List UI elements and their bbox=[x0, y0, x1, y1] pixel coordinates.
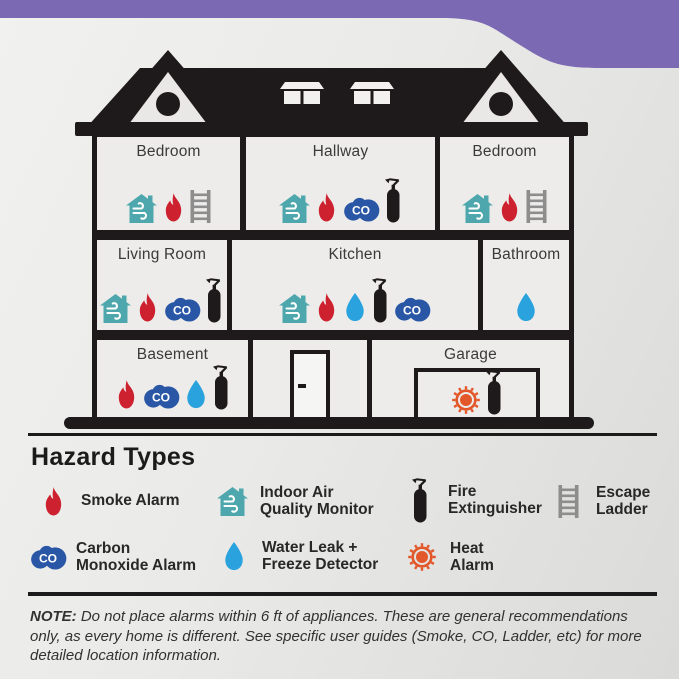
room-bedroom-left bbox=[97, 137, 240, 230]
water-detector-icon bbox=[184, 379, 208, 410]
legend-item-fire-extinguisher bbox=[400, 478, 542, 522]
escape-ladder-icon bbox=[548, 485, 588, 518]
note-prefix: NOTE: bbox=[30, 608, 77, 625]
water-detector-icon bbox=[214, 541, 254, 572]
co-alarm-icon bbox=[164, 296, 201, 323]
note-line-1: Do not place alarms within 6 ft of appliances. These are general recommendations bbox=[80, 608, 628, 625]
note-top-divider bbox=[28, 592, 657, 596]
water-detector-icon bbox=[343, 292, 367, 323]
legend-label-line: Ladder bbox=[596, 501, 648, 518]
svg-text:CO: CO bbox=[351, 203, 370, 218]
legend-top-divider bbox=[28, 433, 657, 436]
room-bedroom-right bbox=[440, 137, 569, 230]
legend-item-smoke-alarm bbox=[33, 479, 180, 523]
air-quality-icon bbox=[100, 294, 131, 323]
legend-label-line: Monoxide Alarm bbox=[76, 557, 196, 574]
air-quality-icon bbox=[279, 194, 310, 223]
legend-label-line: Smoke Alarm bbox=[81, 492, 180, 510]
legend-label-line: Indoor Air bbox=[260, 483, 334, 501]
svg-text:CO: CO bbox=[172, 303, 192, 318]
room-label: Hallway bbox=[312, 143, 369, 160]
fire-extinguisher-icon bbox=[400, 478, 440, 523]
smoke-alarm-icon bbox=[114, 379, 139, 410]
legend-item-co-alarm bbox=[28, 535, 196, 579]
garage-door bbox=[414, 368, 540, 417]
room-label: Basement bbox=[136, 346, 209, 363]
legend-label-line: Escape bbox=[596, 483, 651, 501]
escape-ladder-icon bbox=[526, 190, 547, 223]
legend-item-air-quality bbox=[212, 479, 374, 523]
legend-title: Hazard Types bbox=[31, 443, 196, 471]
device-row bbox=[451, 370, 504, 415]
room-label: Living Room bbox=[117, 246, 207, 263]
legend-label-line: Carbon bbox=[76, 539, 131, 557]
legend-item-escape-ladder bbox=[548, 479, 650, 523]
svg-text:CO: CO bbox=[402, 303, 422, 318]
roof-window bbox=[280, 82, 324, 104]
fire-extinguisher-icon bbox=[371, 278, 390, 323]
roof-window bbox=[350, 82, 394, 104]
co-alarm-icon bbox=[28, 544, 68, 571]
device-row bbox=[279, 278, 431, 323]
device-row bbox=[126, 190, 211, 223]
legend-item-water-detector bbox=[214, 534, 378, 578]
air-quality-icon bbox=[279, 294, 310, 323]
room-entry bbox=[253, 340, 367, 417]
door-handle-icon bbox=[298, 384, 306, 388]
note-line-3: detailed location information. bbox=[30, 647, 221, 664]
legend-label-line: Quality Monitor bbox=[260, 501, 374, 518]
device-row bbox=[462, 190, 547, 223]
svg-text:CO: CO bbox=[151, 390, 171, 405]
water-detector-icon bbox=[514, 292, 538, 323]
heat-alarm-icon bbox=[402, 542, 442, 572]
escape-ladder-icon bbox=[190, 190, 211, 223]
room-hallway bbox=[246, 137, 435, 230]
device-row bbox=[100, 278, 224, 323]
legend-item-heat-alarm bbox=[402, 535, 494, 579]
room-bathroom bbox=[483, 240, 569, 330]
legend-label-line: Heat bbox=[450, 539, 484, 557]
device-row bbox=[514, 292, 538, 323]
air-quality-icon bbox=[462, 194, 493, 223]
note-paragraph bbox=[30, 607, 662, 666]
fire-extinguisher-icon bbox=[485, 370, 504, 415]
right-dormer-round-window bbox=[489, 92, 513, 116]
legend-label-line: Freeze Detector bbox=[262, 556, 379, 573]
room-label: Bedroom bbox=[136, 143, 201, 160]
legend-label-line: Alarm bbox=[450, 557, 494, 574]
smoke-alarm-icon bbox=[161, 192, 186, 223]
room-kitchen bbox=[232, 240, 478, 330]
fire-extinguisher-icon bbox=[205, 278, 224, 323]
device-row bbox=[114, 365, 231, 410]
air-quality-icon bbox=[212, 487, 252, 516]
legend-label-line: Water Leak + bbox=[262, 538, 358, 556]
room-label: Bedroom bbox=[472, 143, 537, 160]
room-label: Kitchen bbox=[328, 246, 382, 263]
smoke-alarm-icon bbox=[314, 192, 339, 223]
smoke-alarm-icon bbox=[33, 486, 73, 517]
smoke-alarm-icon bbox=[314, 292, 339, 323]
air-quality-icon bbox=[126, 194, 157, 223]
legend-label-line: Extinguisher bbox=[448, 500, 542, 517]
heat-alarm-icon bbox=[451, 385, 481, 415]
room-basement bbox=[97, 340, 248, 417]
fire-extinguisher-icon bbox=[384, 178, 403, 223]
co-alarm-icon bbox=[343, 196, 380, 223]
room-label: Garage bbox=[444, 346, 497, 363]
room-garage bbox=[372, 340, 569, 417]
co-alarm-icon bbox=[394, 296, 431, 323]
legend-label-line: Fire bbox=[448, 482, 477, 500]
device-row bbox=[279, 178, 403, 223]
ground-line bbox=[64, 417, 594, 429]
room-label: Bathroom bbox=[491, 246, 561, 263]
room-living-room bbox=[97, 240, 227, 330]
smoke-alarm-icon bbox=[497, 192, 522, 223]
co-alarm-icon bbox=[143, 383, 180, 410]
note-line-2: only, as every home is different. See specific user guides (Smoke, CO, Ladder, etc) for more bbox=[30, 627, 642, 645]
front-door bbox=[290, 350, 330, 417]
smoke-alarm-icon bbox=[135, 292, 160, 323]
svg-text:CO: CO bbox=[38, 550, 57, 565]
house-roof bbox=[78, 48, 591, 128]
fire-extinguisher-icon bbox=[212, 365, 231, 410]
left-dormer-round-window bbox=[156, 92, 180, 116]
